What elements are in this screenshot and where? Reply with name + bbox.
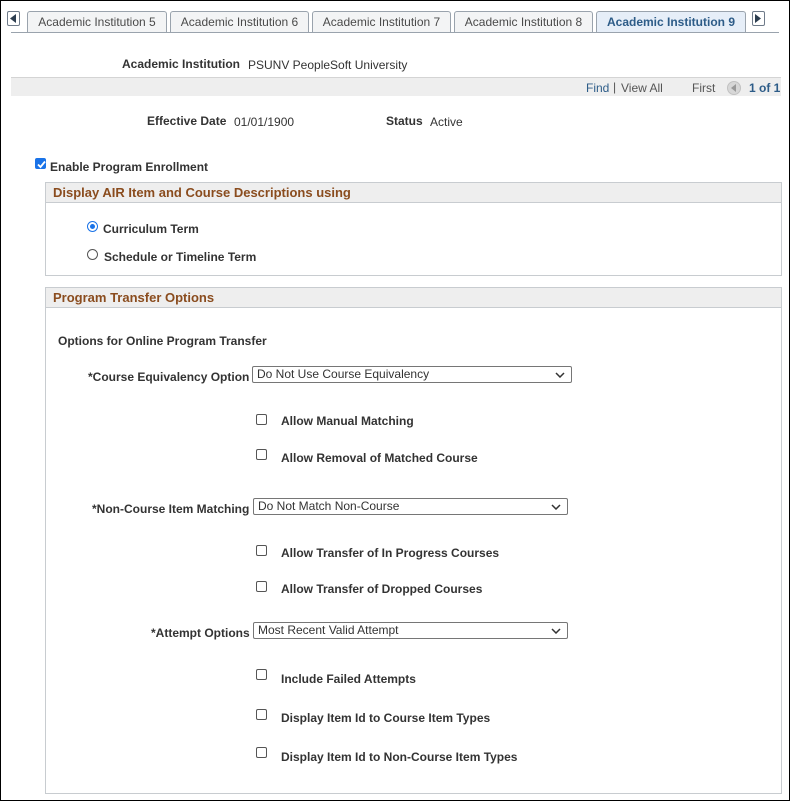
course-equivalency-value: Do Not Use Course Equivalency [257,367,430,381]
attempt-options-value: Most Recent Valid Attempt [258,623,399,637]
find-link[interactable]: Find [586,81,610,95]
attempt-options-label: *Attempt Options [151,626,250,640]
curriculum-term-radio[interactable] [87,221,98,232]
previous-row-button[interactable] [727,81,741,95]
program-transfer-options-title: Program Transfer Options [46,288,781,308]
triangle-right-icon [755,14,762,23]
enable-program-enrollment-label: Enable Program Enrollment [50,160,209,174]
checkmark-icon [36,159,47,170]
tab-academic-institution-7[interactable]: Academic Institution 7 [312,11,451,32]
display-item-course-checkbox[interactable] [256,709,267,720]
allow-in-progress-label: Allow Transfer of In Progress Courses [281,546,500,560]
enable-program-enrollment-checkbox[interactable] [35,158,46,169]
tab-scroll-right-button[interactable] [752,11,765,26]
schedule-timeline-term-radio[interactable] [87,249,98,260]
chevron-down-icon [555,372,565,378]
attempt-options-select[interactable] [253,622,568,639]
allow-removal-checkbox[interactable] [256,449,267,460]
allow-in-progress-checkbox[interactable] [256,545,267,556]
view-all-link[interactable]: View All [621,81,663,95]
institution-label: Academic Institution [122,57,241,71]
course-equivalency-select[interactable] [252,366,572,383]
status-value: Active [430,115,463,129]
status-label: Status [386,114,423,128]
allow-dropped-checkbox[interactable] [256,581,267,592]
tab-academic-institution-9[interactable]: Academic Institution 9 [596,11,746,33]
schedule-timeline-term-label: Schedule or Timeline Term [104,250,257,264]
non-course-matching-select[interactable] [253,498,568,515]
tab-academic-institution-6[interactable]: Academic Institution 6 [170,11,309,32]
course-equivalency-label: *Course Equivalency Option [88,370,250,384]
grid-navigation-bar [11,77,781,96]
first-link[interactable]: First [692,81,716,95]
allow-removal-label: Allow Removal of Matched Course [281,451,478,465]
curriculum-term-label: Curriculum Term [103,222,199,236]
tab-underline [11,32,779,33]
include-failed-label: Include Failed Attempts [281,672,416,686]
row-count: 1 of 1 [749,81,781,95]
allow-dropped-label: Allow Transfer of Dropped Courses [281,582,483,596]
institution-value: PSUNV PeopleSoft University [248,58,408,72]
chevron-down-icon [551,628,561,634]
online-transfer-subtitle: Options for Online Program Transfer [58,334,267,348]
tab-academic-institution-8[interactable]: Academic Institution 8 [454,11,593,32]
tab-bar [1,1,789,33]
include-failed-checkbox[interactable] [256,669,267,680]
tab-academic-institution-5[interactable]: Academic Institution 5 [27,11,167,32]
chevron-down-icon [551,504,561,510]
nav-separator: | [613,80,617,94]
non-course-matching-label: *Non-Course Item Matching [92,502,250,516]
allow-manual-matching-label: Allow Manual Matching [281,414,414,428]
allow-manual-matching-checkbox[interactable] [256,414,267,425]
triangle-left-icon [730,84,738,92]
non-course-matching-value: Do Not Match Non-Course [258,499,400,513]
effective-date-label: Effective Date [147,114,227,128]
display-item-noncourse-label: Display Item Id to Non-Course Item Types [281,750,518,764]
display-item-course-label: Display Item Id to Course Item Types [281,711,491,725]
effective-date-value: 01/01/1900 [234,115,295,129]
triangle-left-icon [10,14,17,23]
display-item-noncourse-checkbox[interactable] [256,747,267,758]
display-descriptions-panel-title: Display AIR Item and Course Descriptions using [46,183,781,203]
tab-scroll-left-button[interactable] [7,11,20,26]
